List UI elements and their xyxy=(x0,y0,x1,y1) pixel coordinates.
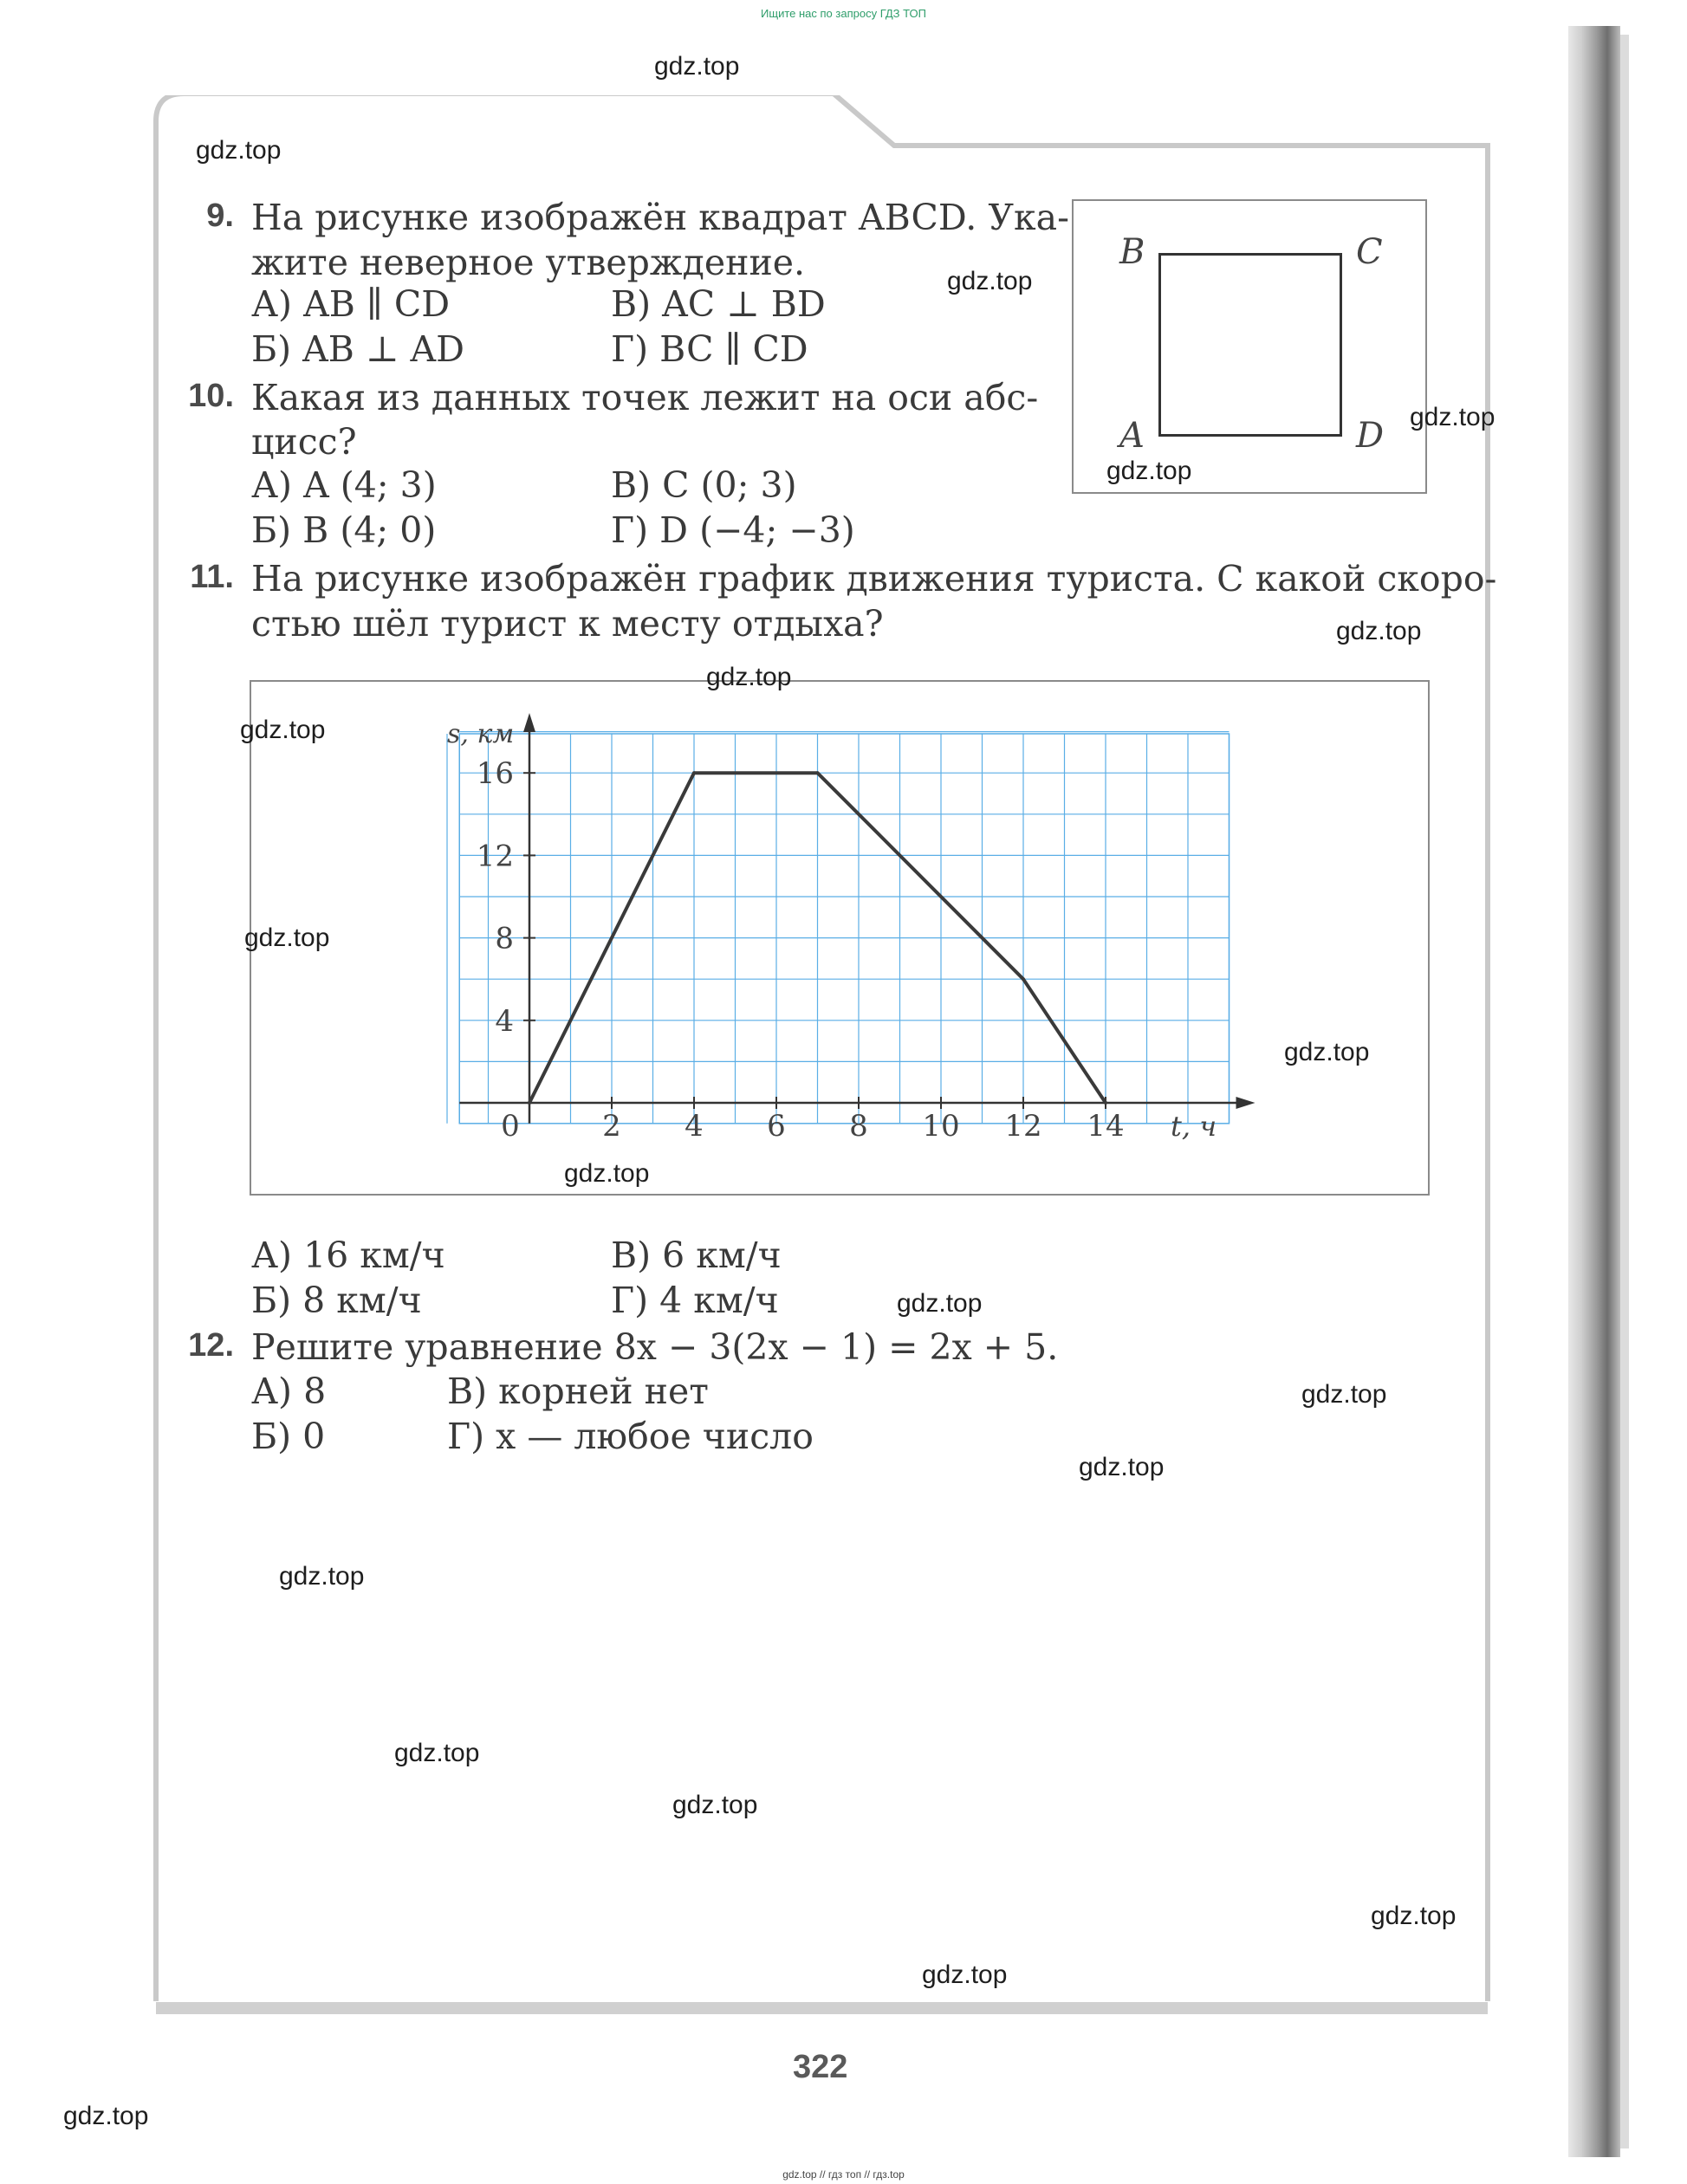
motion-graph xyxy=(250,680,1430,1196)
task10-option-b[interactable]: Б) B (4; 0) xyxy=(251,509,437,551)
vertex-label-c: C xyxy=(1356,232,1383,272)
x-tick-label: 4 xyxy=(685,1109,704,1144)
task12-number: 12. xyxy=(188,1327,234,1364)
watermark[interactable]: gdz.top xyxy=(196,136,282,165)
square-abcd xyxy=(1158,253,1342,437)
watermark[interactable]: gdz.top xyxy=(1371,1902,1457,1930)
task11-text-line1: На рисунке изображён график движения туриста. С какой скоро- xyxy=(251,558,1497,599)
task9-option-v[interactable]: В) AC ⊥ BD xyxy=(611,283,826,325)
watermark[interactable]: gdz.top xyxy=(244,924,330,952)
task9-text-line2: жите неверное утверждение. xyxy=(251,242,806,283)
footer-links[interactable]: gdz.top // гдз топ // гдз.top xyxy=(782,2168,905,2181)
x-tick-label: 8 xyxy=(849,1109,868,1144)
data-point xyxy=(1104,1101,1107,1105)
task9-number: 9. xyxy=(206,198,234,234)
top-banner[interactable]: Ищите нас по запросу ГДЗ ТОП xyxy=(761,7,926,20)
task9-option-b[interactable]: Б) AB ⊥ AD xyxy=(251,328,464,370)
x-tick-label: 6 xyxy=(767,1109,786,1144)
watermark[interactable]: gdz.top xyxy=(1284,1038,1370,1066)
task10-option-v[interactable]: В) C (0; 3) xyxy=(611,464,797,506)
watermark[interactable]: gdz.top xyxy=(63,2102,149,2130)
x-tick-label: 0 xyxy=(501,1109,520,1144)
data-point xyxy=(1022,977,1025,981)
grid-border xyxy=(459,734,1229,1124)
task12-option-g[interactable]: Г) x — любое число xyxy=(447,1416,814,1457)
y-tick-label: 8 xyxy=(495,921,514,956)
data-point xyxy=(528,1101,531,1105)
watermark[interactable]: gdz.top xyxy=(1079,1453,1165,1481)
task10-option-g[interactable]: Г) D (−4; −3) xyxy=(611,509,855,551)
task11-option-g[interactable]: Г) 4 км/ч xyxy=(611,1280,779,1321)
watermark[interactable]: gdz.top xyxy=(394,1739,480,1767)
x-tick-label: 2 xyxy=(602,1109,621,1144)
y-tick-label: 4 xyxy=(495,1003,514,1039)
task12-text-line1: Решите уравнение 8x − 3(2x − 1) = 2x + 5. xyxy=(251,1326,1059,1368)
y-tick-label: 12 xyxy=(476,839,514,874)
x-tick-label: 10 xyxy=(922,1109,960,1144)
watermark[interactable]: gdz.top xyxy=(947,267,1033,295)
watermark[interactable]: gdz.top xyxy=(922,1960,1008,1989)
watermark[interactable]: gdz.top xyxy=(654,52,740,81)
y-tick-label: 16 xyxy=(476,756,514,792)
watermark[interactable]: gdz.top xyxy=(1301,1380,1387,1409)
x-axis-arrow xyxy=(1236,1097,1256,1109)
task11-option-b[interactable]: Б) 8 км/ч xyxy=(251,1280,422,1321)
page-number: 322 xyxy=(793,2049,848,2085)
vertex-label-b: B xyxy=(1119,232,1145,272)
watermark[interactable]: gdz.top xyxy=(1106,457,1192,485)
task10-option-a[interactable]: А) A (4; 3) xyxy=(251,464,437,506)
book-spine-edge-light xyxy=(1620,35,1629,2148)
task10-text-line2: цисс? xyxy=(251,421,357,463)
task11-option-a[interactable]: А) 16 км/ч xyxy=(251,1235,445,1276)
watermark[interactable]: gdz.top xyxy=(897,1289,983,1318)
watermark[interactable]: gdz.top xyxy=(706,663,792,691)
task12-option-b[interactable]: Б) 0 xyxy=(251,1416,326,1457)
y-axis-label: s, км xyxy=(447,718,515,749)
watermark[interactable]: gdz.top xyxy=(279,1562,365,1591)
task11-number: 11. xyxy=(190,559,234,595)
task9-text-line1: На рисунке изображён квадрат ABCD. Ука- xyxy=(251,197,1069,238)
task10-number: 10. xyxy=(188,378,234,414)
watermark[interactable]: gdz.top xyxy=(1336,617,1422,645)
task10-text-line1: Какая из данных точек лежит на оси абс- xyxy=(251,377,1039,418)
vertex-label-d: D xyxy=(1356,416,1385,456)
x-tick-label: 14 xyxy=(1087,1109,1125,1144)
vertex-label-a: A xyxy=(1119,416,1145,456)
task11-text-line2: стью шёл турист к месту отдыха? xyxy=(251,603,884,645)
data-point xyxy=(692,771,696,774)
watermark[interactable]: gdz.top xyxy=(1410,403,1496,431)
x-tick-label: 12 xyxy=(1004,1109,1042,1144)
watermark[interactable]: gdz.top xyxy=(564,1159,650,1188)
y-axis-arrow xyxy=(523,713,535,732)
task12-option-a[interactable]: А) 8 xyxy=(251,1371,327,1412)
task9-option-g[interactable]: Г) BC ∥ CD xyxy=(611,328,808,370)
task12-option-v[interactable]: В) корней нет xyxy=(447,1371,709,1412)
watermark[interactable]: gdz.top xyxy=(240,716,326,744)
data-point xyxy=(816,771,820,774)
task11-option-v[interactable]: В) 6 км/ч xyxy=(611,1235,782,1276)
x-axis-label: t, ч xyxy=(1171,1110,1217,1143)
book-spine-edge xyxy=(1568,26,1620,2157)
task9-option-a[interactable]: А) AB ∥ CD xyxy=(251,283,451,325)
watermark[interactable]: gdz.top xyxy=(672,1791,758,1819)
